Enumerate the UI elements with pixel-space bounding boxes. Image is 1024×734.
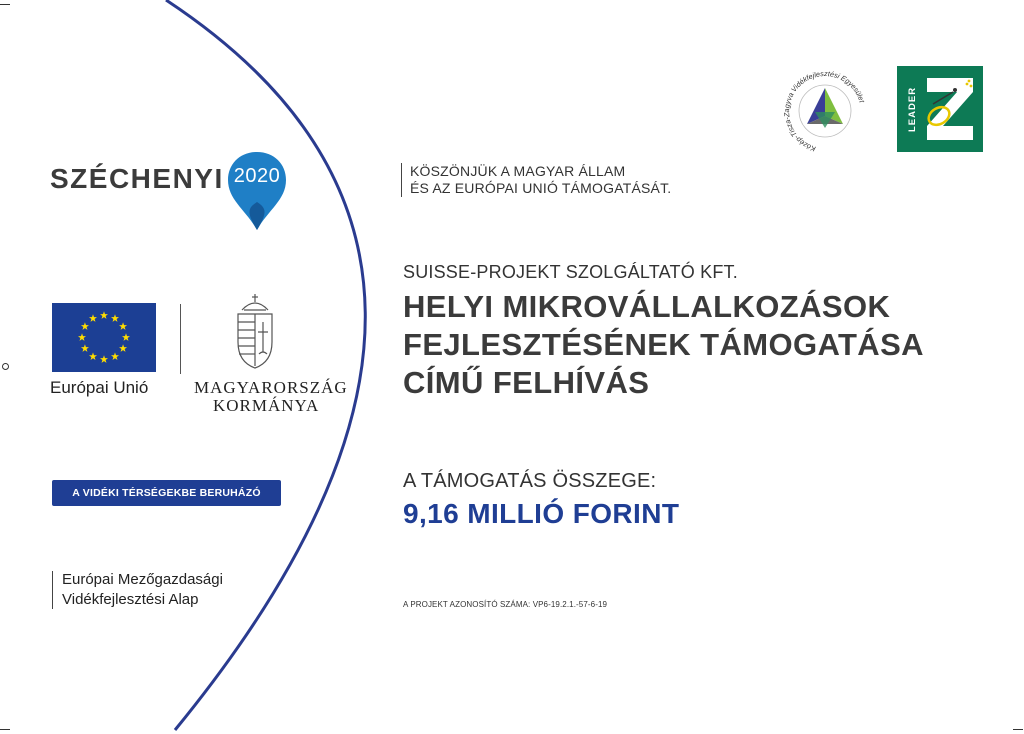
local-group-name: Közép-Tisza-Zagyva Vidékfejlesztési Egyesület xyxy=(782,68,867,154)
project-title-line: FEJLESZTÉSÉNEK TÁMOGATÁSA xyxy=(403,327,924,362)
eu-star xyxy=(89,314,97,322)
coat-of-arms-icon xyxy=(232,292,278,372)
eu-flag xyxy=(52,303,156,372)
government-name-line2: KORMÁNYA xyxy=(213,396,320,415)
eu-star xyxy=(81,322,89,330)
leader-logo xyxy=(897,66,983,152)
thanks-line1: KÖSZÖNJÜK A MAGYAR ÁLLAM xyxy=(410,163,626,179)
fund-name-line2: Vidékfejlesztési Alap xyxy=(62,591,199,608)
eu-star xyxy=(100,355,108,363)
szechenyi-year: 2020 xyxy=(233,165,281,187)
project-title xyxy=(403,288,1003,402)
rural-europe-banner: A VIDÉKI TÉRSÉGEKBE BERUHÁZÓ EURÓPA xyxy=(52,480,281,506)
government-name-line1: MAGYARORSZÁG xyxy=(194,378,348,397)
leader-label: LEADER xyxy=(907,86,918,132)
project-title-line: CÍMŰ FELHÍVÁS xyxy=(403,365,650,400)
divider xyxy=(401,163,402,197)
eu-star xyxy=(119,344,127,352)
company-name: SUISSE-PROJEKT SZOLGÁLTATÓ KFT. xyxy=(403,262,738,282)
eu-star xyxy=(100,311,108,319)
eu-star xyxy=(119,322,127,330)
support-amount-value: 9,16 MILLIÓ FORINT xyxy=(403,498,680,529)
eu-star xyxy=(122,333,130,341)
thanks-line2: ÉS AZ EURÓPAI UNIÓ TÁMOGATÁSÁT. xyxy=(410,180,672,196)
eu-star xyxy=(111,352,119,360)
divider xyxy=(52,571,53,609)
eu-star xyxy=(111,314,119,322)
project-title-line: HELYI MIKROVÁLLALKOZÁSOK xyxy=(403,289,891,324)
project-id: A PROJEKT AZONOSÍTÓ SZÁMA: VP6-19.2.1.-57-6-19 xyxy=(403,600,608,609)
szechenyi-logo-text: SZÉCHENYI xyxy=(50,163,224,194)
eu-label: Európai Unió xyxy=(50,378,149,397)
eu-star xyxy=(81,344,89,352)
eu-star xyxy=(89,352,97,360)
support-amount-label: A TÁMOGATÁS ÖSSZEGE: xyxy=(403,470,657,492)
eu-stars-icon xyxy=(52,303,156,372)
divider xyxy=(180,304,181,374)
fund-name-line1: Európai Mezőgazdasági xyxy=(62,571,223,588)
eu-star xyxy=(78,333,86,341)
local-action-group-logo xyxy=(779,68,871,154)
